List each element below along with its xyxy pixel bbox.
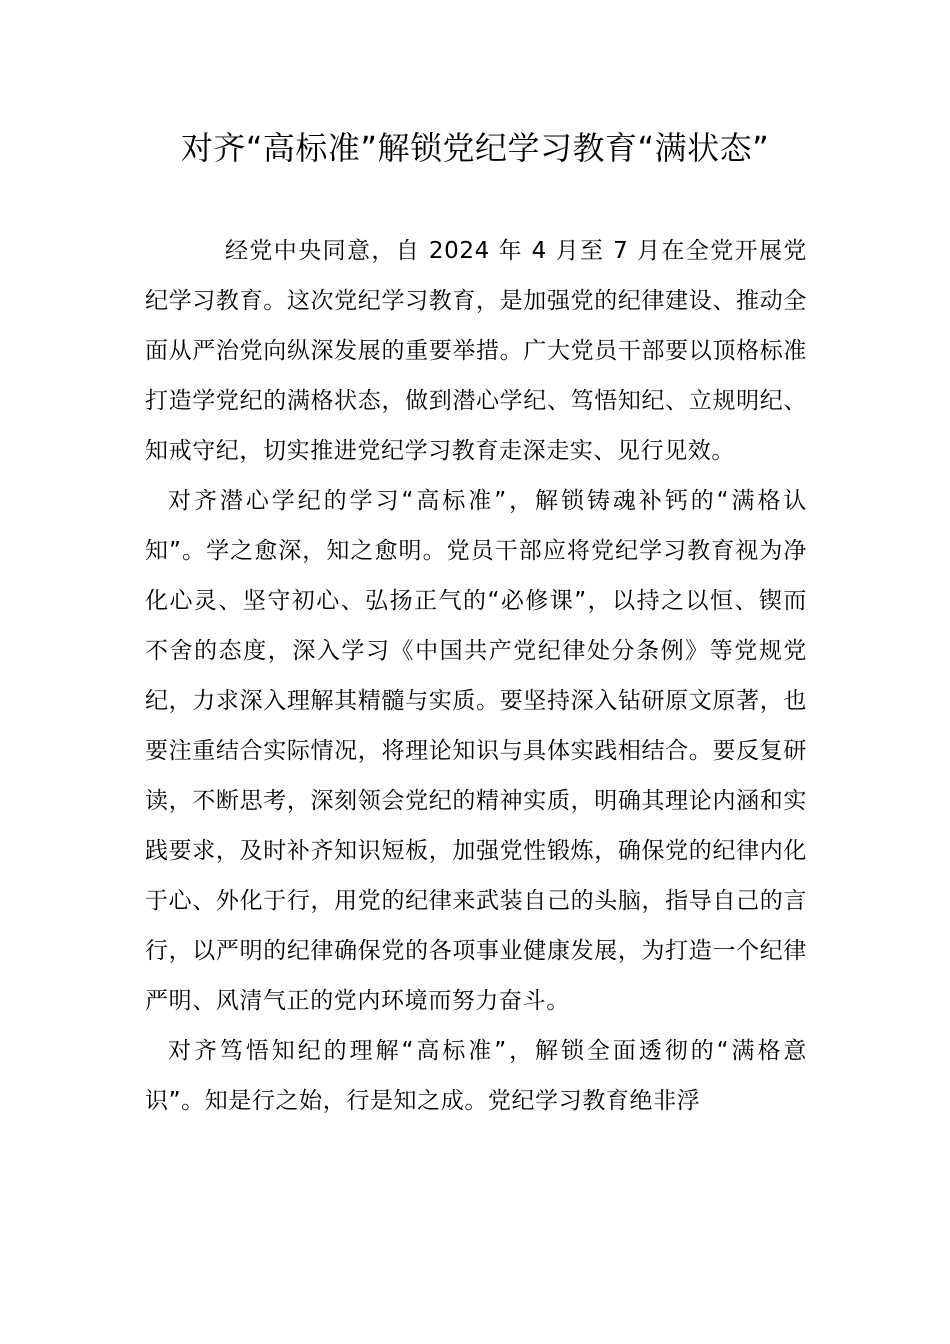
document-body xyxy=(145,226,807,1126)
paragraph-study: 对齐潜心学纪的学习“高标准”，解锁铸魂补钙的“满格认知”。学之愈深，知之愈明。党员干部应将党纪学习教育视为净化心灵、坚守初心、弘扬正气的“必修课”，以持之以恒、锲而不舍的态度，深入学习《中国共产党纪律处分条例》等党规党纪，力求深入理解其精髓与实质。要坚持深入钻研原文原著，也要注重结合实际情况，将理论知识与具体实践相结合。要反复研读，不断思考，深刻领会党纪的精神实质，明确其理论内涵和实践要求，及时补齐知识短板，加强党性锻炼，确保党的纪律内化于心、外化于行，用党的纪律来武装自己的头脑，指导自己的言行，以严明的纪律确保党的各项事业健康发展，为打造一个纪律严明、风清气正的党内环境而努力奋斗。 xyxy=(145,488,807,1014)
document-title: 对齐“高标准”解锁党纪学习教育“满状态” xyxy=(180,129,770,167)
paragraph-understanding: 对齐笃悟知纪的理解“高标准”，解锁全面透彻的“满格意识”。知是行之始，行是知之成。党纪学习教育绝非浮 xyxy=(145,1038,807,1114)
paragraph-intro: 经党中央同意，自 2024 年 4 月至 7 月在全党开展党纪学习教育。这次党纪学习教育，是加强党的纪律建设、推动全面从严治党向纵深发展的重要举措。广大党员干部要以顶格标准打造学党纪的满格状态，做到潜心学纪、笃悟知纪、立规明纪、知戒守纪，切实推进党纪学习教育走深走实、见行见效。 xyxy=(145,238,807,464)
